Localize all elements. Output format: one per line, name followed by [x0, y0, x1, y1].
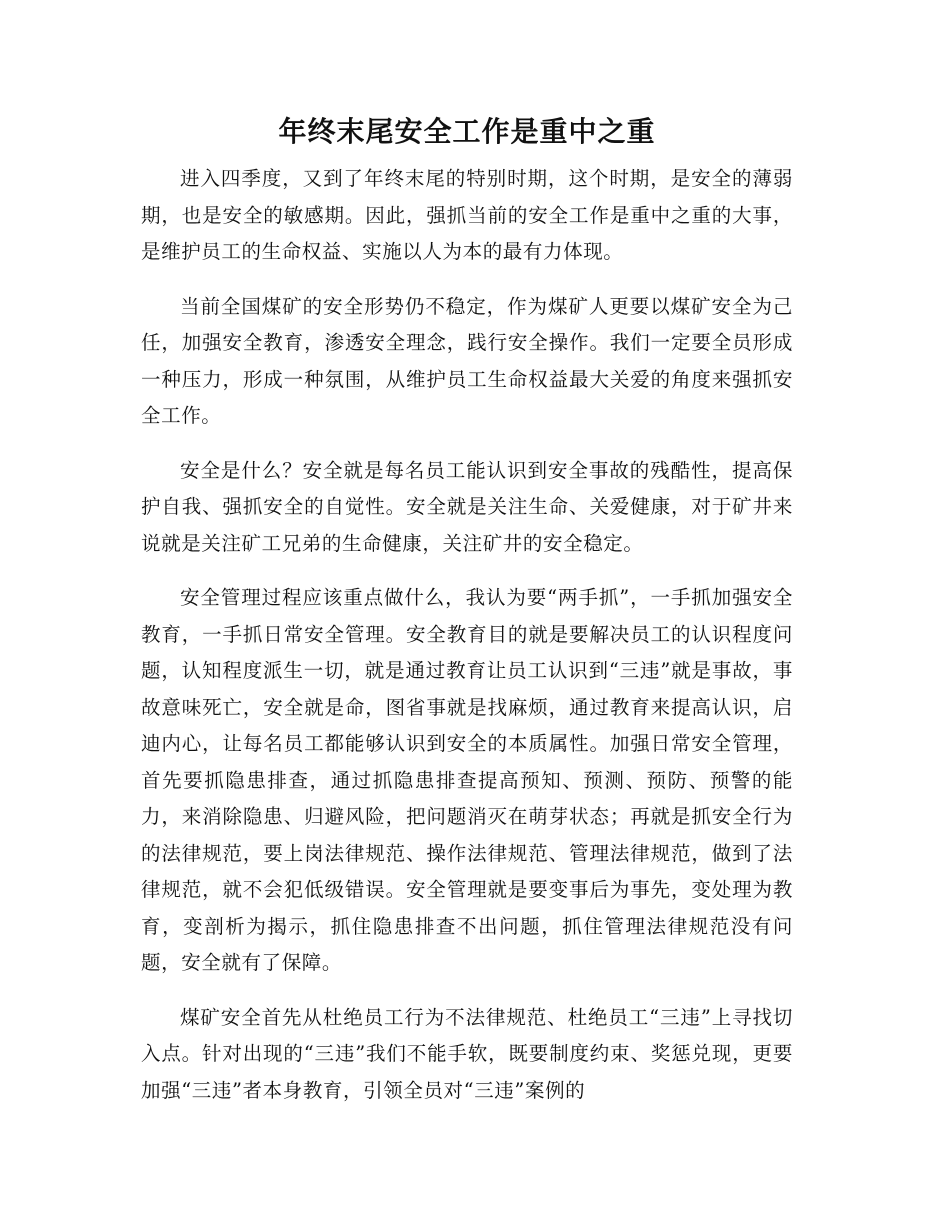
- paragraph-5: 煤矿安全首先从杜绝员工行为不法律规范、杜绝员工“三违”上寻找切入点。针对出现的“三违”我们不能手软，既要制度约束、奖惩兑现，更要加强“三违”者本身教育，引领全员对“三违”案例的: [141, 1005, 793, 1102]
- paragraph-3: 安全是什么？安全就是每名员工能认识到安全事故的残酷性，提高保护自我、强抓安全的自觉性。安全就是关注生命、关爱健康，对于矿井来说就是关注矿工兄弟的生命健康，关注矿井的安全稳定。: [141, 458, 793, 555]
- document-title: 年终末尾安全工作是重中之重: [278, 115, 656, 148]
- paragraph-4: 安全管理过程应该重点做什么，我认为要“两手抓”，一手抓加强安全教育，一手抓日常安全管理。安全教育目的就是要解决员工的认识程度问题，认知程度派生一切，就是通过教育让员工认识到“三违”就是事故，事故意味死亡，安全就是命，图省事就是找麻烦，通过教育来提高认识，启迪内心，让每名员工都能够认识到安全的本质属性。加强日常安全管理，首先要抓隐患排查，通过抓隐患排查提高预知、预测、预防、预警的能力，来消除隐患、归避风险，把问题消灭在萌芽状态；再就是抓安全行为的法律规范，要上岗法律规范、操作法律规范、管理法律规范，做到了法律规范，就不会犯低级错误。安全管理就是要变事后为事先，变处理为教育，变剖析为揭示，抓住隐患排查不出问题，抓住管理法律规范没有问题，安全就有了保障。: [141, 586, 793, 974]
- document-page: [141, 105, 793, 1127]
- paragraph-2: 当前全国煤矿的安全形势仍不稳定，作为煤矿人更要以煤矿安全为己任，加强安全教育，渗透安全理念，践行安全操作。我们一定要全员形成一种压力，形成一种氛围，从维护员工生命权益最大关爱的角度来强抓安全工作。: [141, 294, 793, 427]
- paragraph-1: 进入四季度，又到了年终末尾的特别时期，这个时期，是安全的薄弱期，也是安全的敏感期。因此，强抓当前的安全工作是重中之重的大事，是维护员工的生命权益、实施以人为本的最有力体现。: [141, 167, 793, 263]
